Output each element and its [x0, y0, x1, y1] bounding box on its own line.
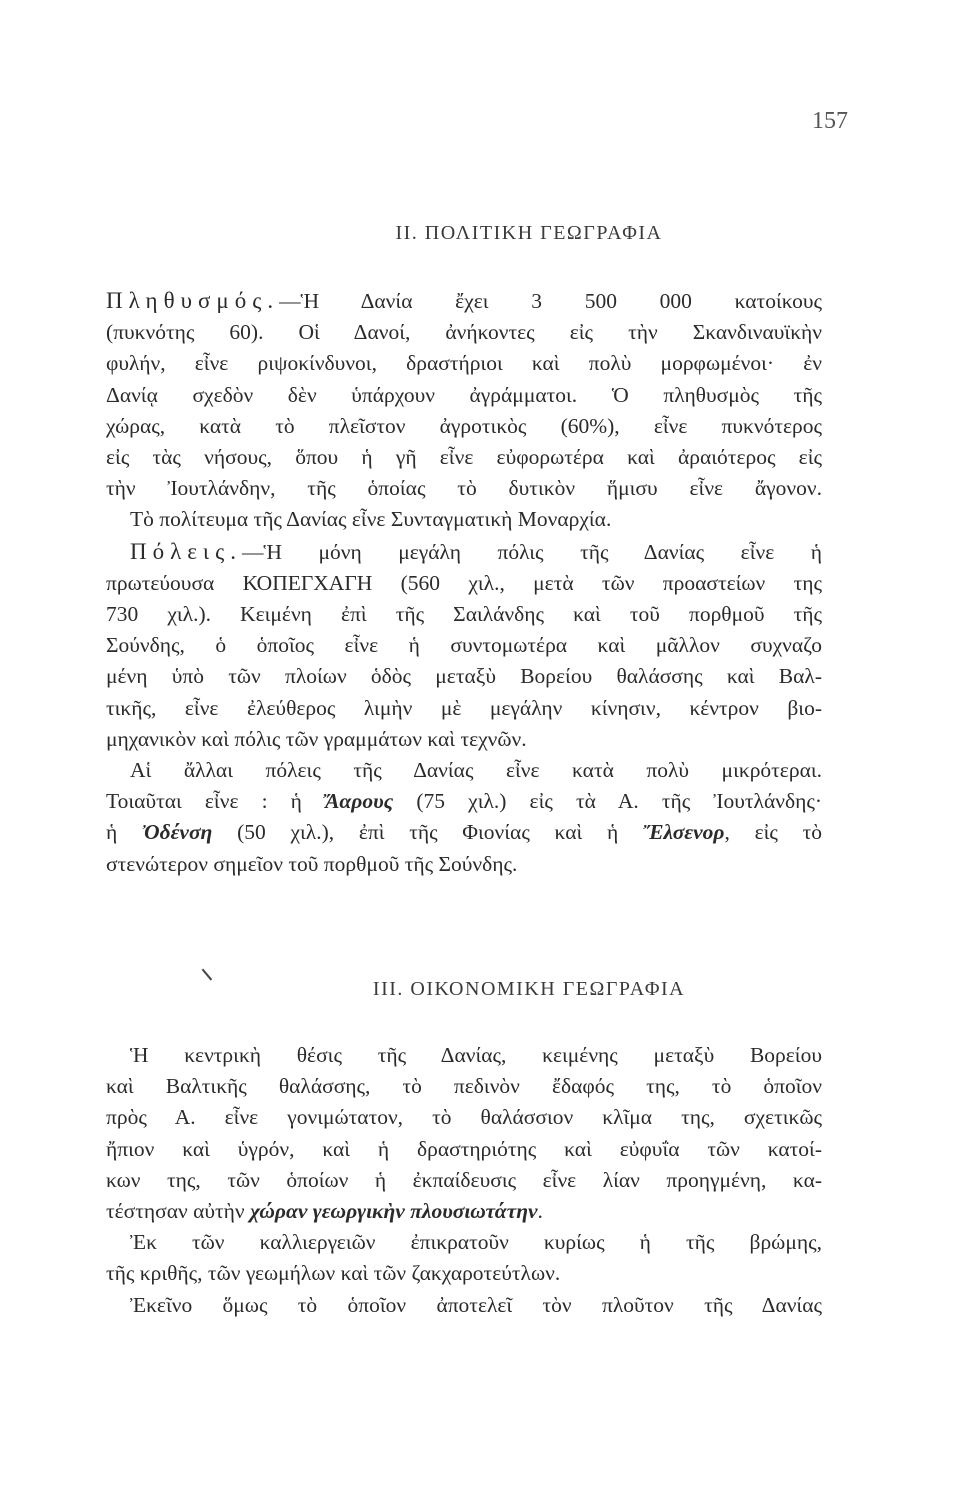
text-line: κων της, τῶν ὁποίων ἡ ἐκπαίδευσις εἶνε λίαν προηγμένη, κα-	[106, 1167, 822, 1192]
economic-geography-text	[106, 1040, 822, 1321]
city-name-elsinore: Ἔλσενορ	[642, 820, 725, 845]
text-span: .	[537, 1199, 543, 1224]
text-line: εἰς τὰς νήσους, ὅπου ἡ γῆ εἶνε εὐφορωτέρα καὶ ἀραιότερος εἰς	[106, 445, 822, 470]
text-span: , εἰς τὸ	[724, 820, 823, 845]
text-line: φυλήν, εἶνε ριψοκίνδυνοι, δραστήριοι καὶ πολὺ μορφωμένοι· ἐν	[106, 351, 822, 376]
text-line: 730 χιλ.). Κειμένη ἐπὶ τῆς Σαιλάνδης καὶ τοῦ πορθμοῦ τῆς	[106, 602, 822, 627]
text-line: ἤπιον καὶ ὑγρόν, καὶ ἡ δραστηριότης καὶ εὐφυΐα τῶν κατοί-	[106, 1136, 822, 1161]
city-name-aarhus: Ἄαρους	[325, 789, 394, 814]
text-line: Αἱ ἄλλαι πόλεις τῆς Δανίας εἶνε κατὰ πολὺ μικρότεραι.	[130, 758, 822, 783]
text-line	[106, 536, 822, 568]
text-line: πρὸς Α. εἶνε γονιμώτατον, τὸ θαλάσσιον κλῖμα της, σχετικῶς	[106, 1105, 822, 1130]
text-line: πρωτεύουσα ΚΟΠΕΓΧΑΓΗ (560 χιλ., μετὰ τῶν προαστείων της	[106, 570, 822, 595]
city-name-odense: Ὀδένση	[141, 820, 213, 845]
text-line: τικῆς, εἶνε ἐλεύθερος λιμὴν μὲ μεγάλην κίνησιν, κέντρον βιο-	[106, 695, 822, 720]
text-line	[106, 817, 822, 848]
text-span: —Ἡ μόνη μεγάλη πόλις τῆς Δανίας εἶνε ἡ	[241, 539, 822, 564]
text-line: Ἐκεῖνο ὅμως τὸ ὁποῖον ἀποτελεῖ τὸν πλοῦτον τῆς Δανίας	[130, 1292, 822, 1317]
text-line: Σούνδης, ὁ ὁποῖος εἶνε ἡ συντομωτέρα καὶ μᾶλλον συχναζο	[106, 633, 822, 658]
text-line: (πυκνότης 60). Οἱ Δανοί, ἀνήκοντες εἰς τὴν Σκανδιναυϊκὴν	[106, 320, 822, 345]
text-span: ἡ	[106, 820, 142, 845]
text-span: Τοιαῦται εἶνε : ἡ	[106, 789, 326, 814]
text-line	[106, 1196, 822, 1227]
text-line	[106, 786, 822, 817]
text-line: μηχανικὸν καὶ πόλις τῶν γραμμάτων καὶ τεχνῶν.	[106, 726, 527, 751]
emphasized-phrase: χώραν γεωργικὴν πλουσιωτάτην	[249, 1199, 538, 1224]
text-span: τέστησαν αὐτὴν	[106, 1199, 250, 1224]
cities-subheading: Πόλεις.	[130, 538, 242, 564]
text-line: στενώτερον σημεῖον τοῦ πορθμοῦ τῆς Σούνδης.	[106, 851, 518, 876]
text-line: Ἡ κεντρικὴ θέσις τῆς Δανίας, κειμένης μεταξὺ Βορείου	[130, 1043, 822, 1067]
text-line: μένη ὑπὸ τῶν πλοίων ὁδὸς μεταξὺ Βορείου θαλάσσης καὶ Βαλ-	[106, 664, 822, 689]
text-line: Ἐκ τῶν καλλιεργειῶν ἐπικρατοῦν κυρίως ἡ τῆς βρώμης,	[130, 1230, 822, 1255]
page-number: 157	[812, 108, 848, 134]
text-line: Τὸ πολίτευμα τῆς Δανίας εἶνε Συνταγματικὴ Μοναρχία.	[130, 507, 612, 532]
population-subheading: Πληθυσμός.	[106, 288, 280, 313]
text-line: χώρας, κατὰ τὸ πλεῖστον ἀγροτικὸς (60%), εἶνε πυκνότερος	[106, 413, 822, 438]
text-line: Δανίᾳ σχεδὸν δὲν ὑπάρχουν ἀγράμματοι. Ὁ πληθυσμὸς τῆς	[106, 382, 822, 407]
section-heading-economic-geography: III. ΟΙΚΟΝΟΜΙΚΗ ΓΕΩΓΡΑΦΙΑ	[372, 978, 686, 1000]
text-line	[106, 285, 822, 317]
text-span: (75 χιλ.) εἰς τὰ Α. τῆς Ἰουτλάνδης·	[393, 789, 822, 814]
text-line: καὶ Βαλτικῆς θαλάσσης, τὸ πεδινὸν ἔδαφός της, τὸ ὁποῖον	[106, 1074, 822, 1099]
political-geography-text	[106, 285, 822, 880]
text-line: τῆς κριθῆς, τῶν γεωμήλων καὶ τῶν ζακχαροτεύτλων.	[106, 1261, 561, 1286]
section-heading-political-geography: II. ΠΟΛΙΤΙΚΗ ΓΕΩΓΡΑΦΙΑ	[395, 222, 663, 244]
text-span: (50 χιλ.), ἐπὶ τῆς Φιονίας καὶ ἡ	[212, 820, 643, 845]
text-line: τὴν Ἰουτλάνδην, τῆς ὁποίας τὸ δυτικὸν ἥμισυ εἶνε ἄγονον.	[106, 476, 822, 501]
text-span: —Ἡ Δανία ἔχει 3 500 000 κατοίκους	[279, 289, 822, 313]
